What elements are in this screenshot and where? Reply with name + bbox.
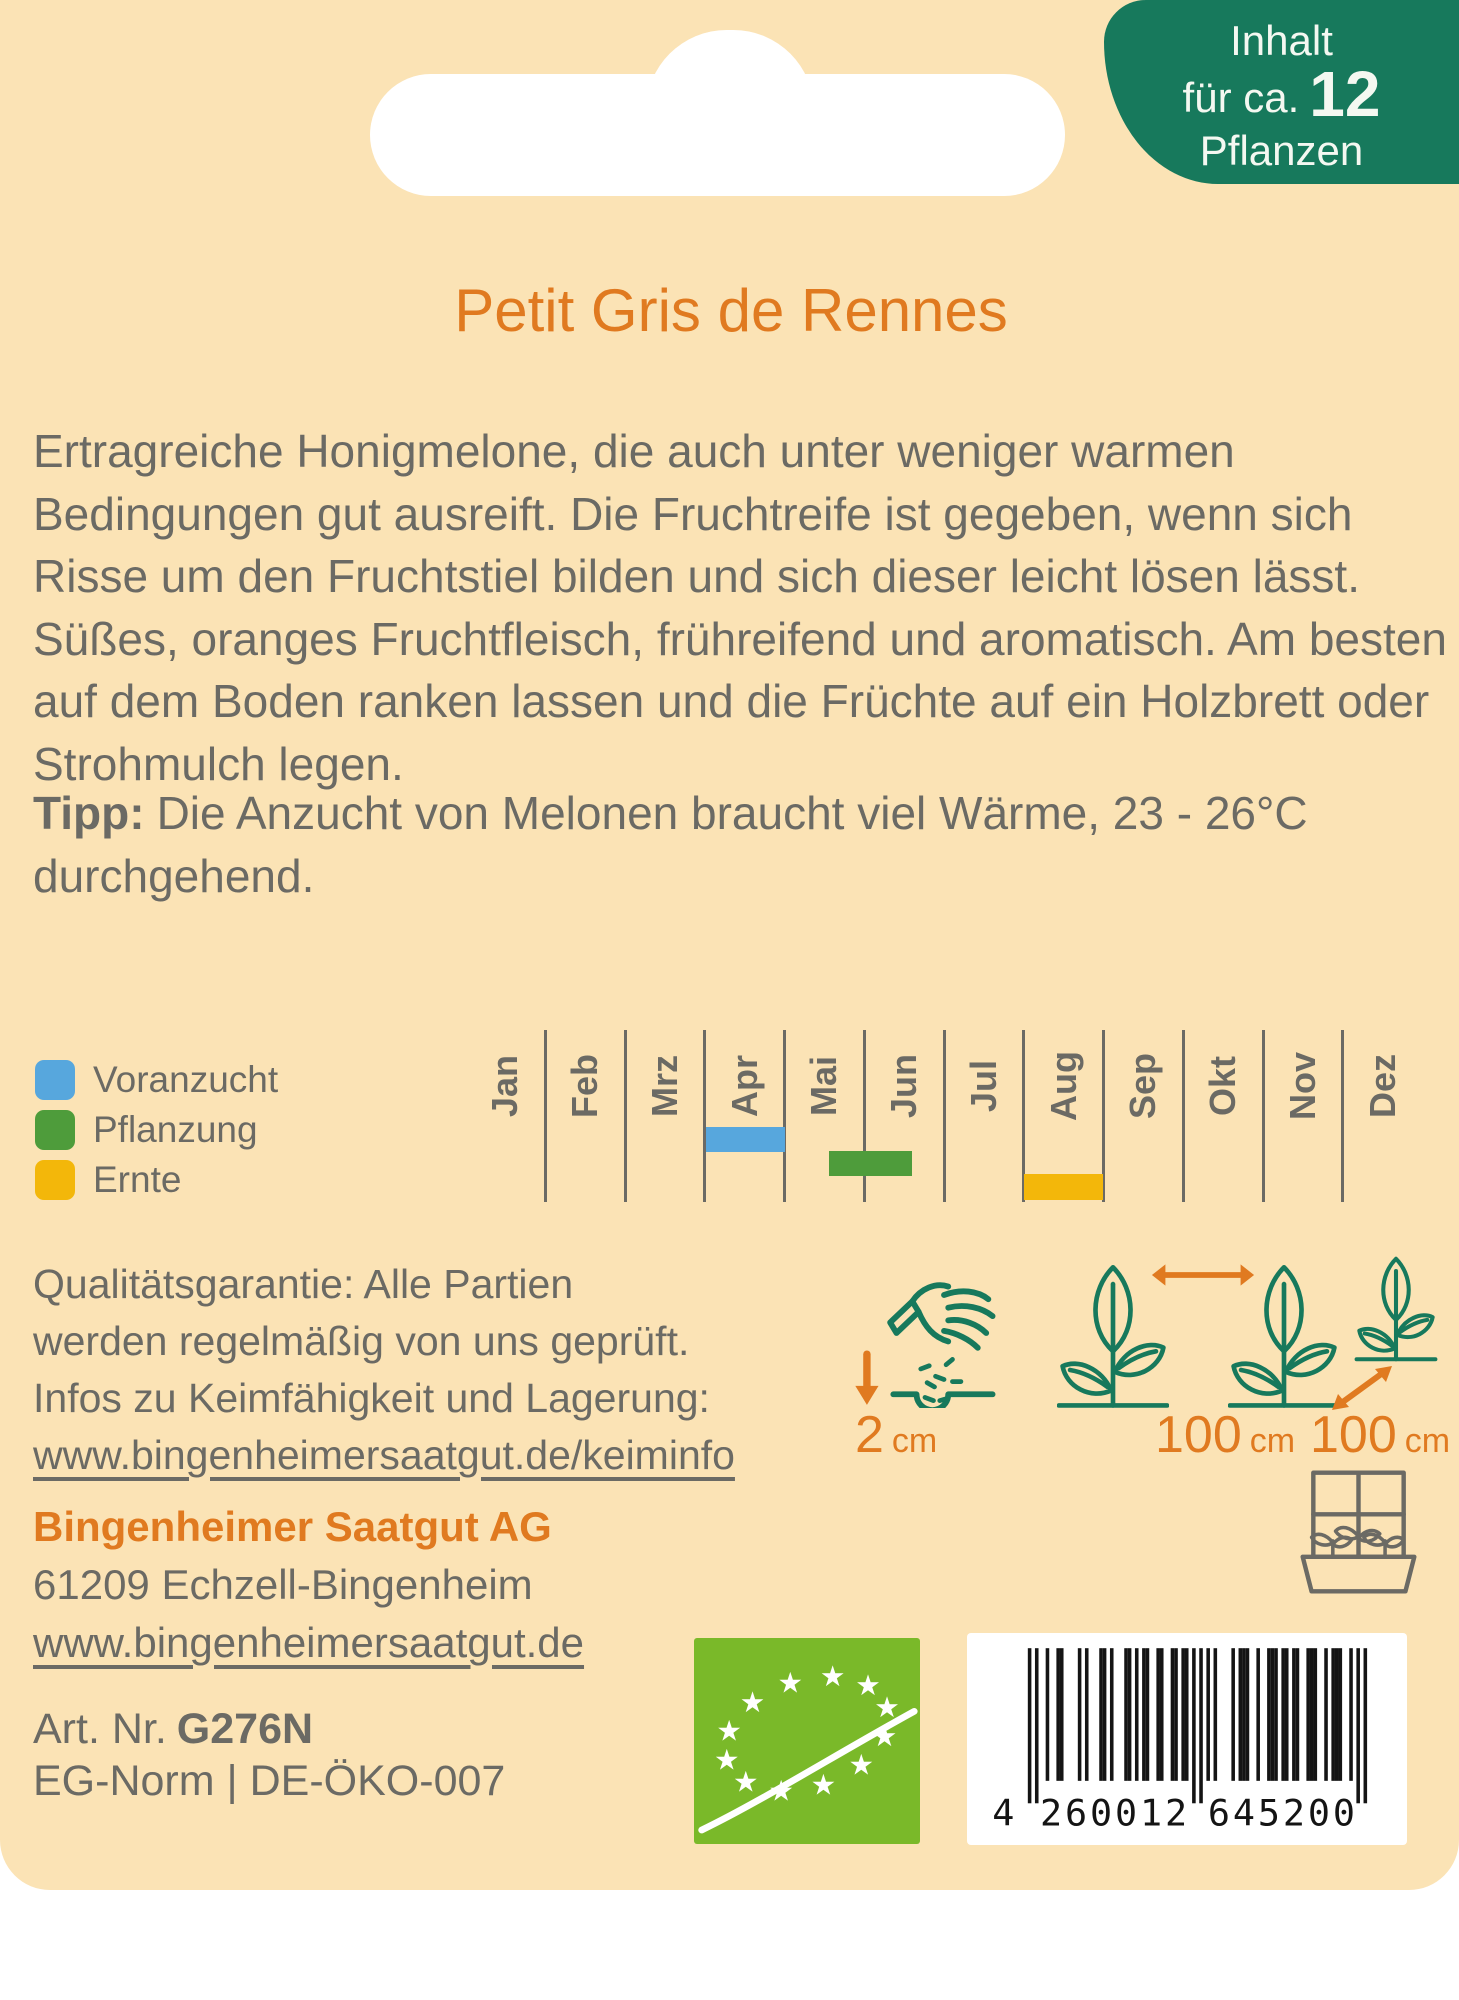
legend-label: Pflanzung [93, 1109, 258, 1150]
quality-line: werden regelmäßig von uns geprüft. [33, 1318, 690, 1364]
svg-text:★: ★ [874, 1692, 901, 1725]
svg-text:★: ★ [871, 1721, 898, 1754]
svg-text:0: 0 [1114, 1791, 1138, 1832]
badge-line2: für ca. 12 [1182, 58, 1381, 130]
company-address: 61209 Echzell-Bingenheim [33, 1561, 533, 1608]
svg-text:4: 4 [1232, 1791, 1255, 1832]
svg-text:2: 2 [1039, 1791, 1063, 1832]
legend-swatch [35, 1110, 75, 1150]
growing-tip [33, 782, 1447, 907]
svg-text:★: ★ [716, 1715, 743, 1748]
hand-sowing-seeds-icon [850, 1276, 1000, 1408]
calendar-bar-pflanzung [829, 1151, 912, 1176]
legend-item [35, 1160, 278, 1200]
svg-text:★: ★ [733, 1766, 759, 1799]
quality-line: Infos zu Keimfähigkeit und Lagerung: [33, 1375, 710, 1421]
article-label: Art. Nr. [33, 1705, 167, 1753]
legend-swatch [35, 1060, 75, 1100]
month-column: Apr [703, 1030, 783, 1202]
svg-text:1: 1 [1139, 1791, 1163, 1832]
badge-line1: Inhalt [1230, 17, 1333, 64]
legend-item [35, 1060, 278, 1100]
variety-title: Petit Gris de Rennes [454, 277, 1008, 344]
legend-label: Ernte [93, 1159, 182, 1200]
windowsill-seedlings-icon [1292, 1470, 1425, 1594]
month-column: Dez [1341, 1030, 1421, 1202]
legend-label: Voranzucht [93, 1059, 279, 1100]
calendar-bar-voranzucht [706, 1127, 786, 1152]
month-column: Mrz [624, 1030, 704, 1202]
hang-hole-slot [370, 74, 1065, 196]
quality-guarantee [33, 1256, 735, 1484]
svg-text:★: ★ [713, 1744, 740, 1777]
row-spacing-label: 100 cm [1155, 1406, 1296, 1464]
svg-text:4: 4 [992, 1791, 1015, 1832]
svg-text:★: ★ [777, 1667, 804, 1700]
svg-text:5: 5 [1257, 1791, 1280, 1832]
plant-spacing-label: 100 cm [1310, 1406, 1451, 1464]
month-column: Nov [1262, 1030, 1342, 1202]
month-column: Sep [1102, 1030, 1182, 1202]
svg-text:★: ★ [848, 1749, 875, 1782]
tip-text: Die Anzucht von Melonen braucht viel Wärme, 23 - 26°C durchgehend. [33, 787, 1308, 902]
quality-line: Qualitätsgarantie: Alle Partien [33, 1261, 574, 1307]
article-block [33, 1703, 505, 1807]
variety-description: Ertragreiche Honigmelone, die auch unter weniger warmen Bedingungen gut ausreift. Die Fruchtreife ist gegeben, wenn sich Risse um den Fruchtstiel bilden und sich dieser leicht lösen lässt. Süßes, oranges Fruchtfleisch, frühreifend und aromatisch. Am besten auf dem Boden ranken lassen und die Früchte auf ein Holzbrett oder Strohmulch legen. [33, 425, 1447, 790]
month-column: Jun [863, 1030, 943, 1202]
legend-swatch [35, 1160, 75, 1200]
calendar-bar-ernte [1024, 1174, 1104, 1200]
content-badge [1104, 0, 1459, 184]
ean-barcode [967, 1633, 1407, 1845]
plant-icon [1228, 1256, 1340, 1414]
svg-text:6: 6 [1064, 1791, 1088, 1832]
badge-line3: Pflanzen [1199, 127, 1364, 174]
svg-text:2: 2 [1282, 1791, 1305, 1832]
article-number: G276N [176, 1705, 314, 1753]
svg-text:0: 0 [1332, 1791, 1355, 1832]
month-column: Jan [484, 1054, 526, 1118]
company-block [33, 1498, 584, 1672]
eu-organic-logo [694, 1638, 920, 1844]
svg-text:★: ★ [819, 1661, 846, 1694]
svg-text:0: 0 [1307, 1791, 1330, 1832]
keiminfo-link[interactable]: www.bingenheimersaatgut.de/keiminfo [33, 1432, 735, 1478]
month-grid [467, 1030, 1421, 1202]
svg-text:★: ★ [855, 1670, 881, 1703]
month-column: Jul [943, 1030, 1023, 1202]
svg-text:6: 6 [1207, 1791, 1230, 1832]
month-column: Aug [1022, 1030, 1102, 1202]
legend-item [35, 1110, 278, 1150]
tip-label: Tipp: [33, 787, 145, 839]
company-name: Bingenheimer Saatgut AG [33, 1503, 552, 1550]
sowing-depth-label: 2 cm [855, 1406, 938, 1464]
eco-norm: EG-Norm | DE-ÖKO-007 [33, 1757, 506, 1805]
svg-text:0: 0 [1089, 1791, 1113, 1832]
calendar-legend [35, 1060, 278, 1210]
svg-text:★: ★ [768, 1775, 795, 1808]
eu-stars [714, 1661, 900, 1807]
svg-text:★: ★ [810, 1769, 837, 1802]
plant-icon-small [1348, 1252, 1444, 1364]
plant-count: 12 [1309, 58, 1381, 130]
svg-text:★: ★ [739, 1687, 766, 1720]
month-column: Feb [544, 1030, 624, 1202]
month-column: Mai [783, 1030, 863, 1202]
svg-text:2: 2 [1164, 1791, 1188, 1832]
company-website-link[interactable]: www.bingenheimersaatgut.de [33, 1619, 585, 1666]
month-column: Okt [1182, 1030, 1262, 1202]
